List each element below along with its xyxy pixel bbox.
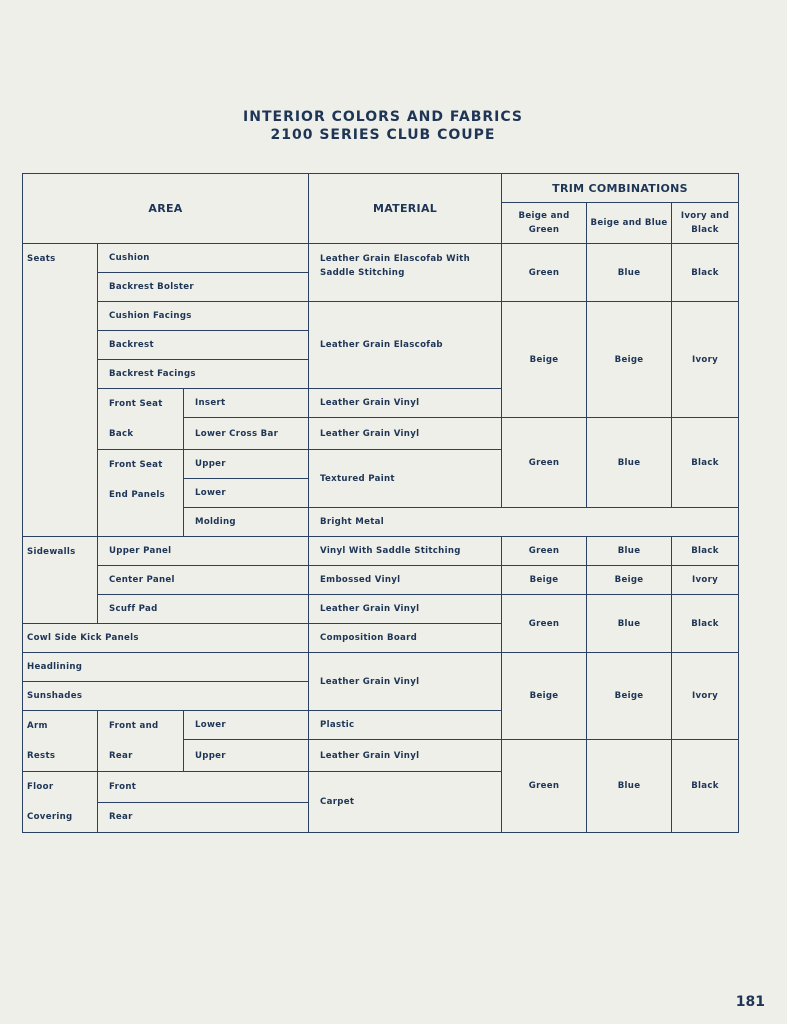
material-cell: Leather Grain Elascofab With Saddle Stitching — [309, 244, 502, 302]
area-cell: Center Panel — [98, 566, 309, 595]
area-cell: Upper Panel — [98, 537, 309, 566]
header-combo: Ivory and Black — [672, 203, 739, 244]
area-text: Rear — [109, 751, 133, 761]
material-cell: Bright Metal — [309, 508, 739, 537]
area-cell: Scuff Pad — [98, 595, 309, 624]
area-text: End Panels — [109, 490, 166, 500]
area-text: Rests — [27, 751, 56, 761]
page-title-line1: INTERIOR COLORS AND FABRICS — [243, 109, 523, 125]
trim-cell: Ivory — [672, 302, 739, 418]
trim-cell: Black — [672, 740, 739, 833]
trim-cell: Green — [502, 595, 587, 653]
area-cell: Upper — [184, 450, 309, 479]
area-cell: Insert — [184, 389, 309, 418]
trim-cell: Green — [502, 244, 587, 302]
area-text: Back — [109, 429, 134, 439]
header-combo: Beige and Blue — [587, 203, 672, 244]
trim-cell: Blue — [587, 537, 672, 566]
area-cell: Sunshades — [23, 682, 309, 711]
area-cell — [98, 389, 184, 450]
interior-colors-table — [22, 173, 739, 833]
area-cell — [23, 772, 98, 833]
area-cell: Cowl Side Kick Panels — [23, 624, 309, 653]
header-trim-combinations: TRIM COMBINATIONS — [502, 174, 739, 203]
trim-cell: Black — [672, 595, 739, 653]
area-cell — [98, 450, 184, 537]
area-cell: Molding — [184, 508, 309, 537]
material-cell: Textured Paint — [309, 450, 502, 508]
trim-cell: Beige — [502, 302, 587, 418]
material-cell: Leather Grain Vinyl — [309, 418, 502, 450]
area-cell — [23, 711, 98, 772]
trim-cell: Black — [672, 244, 739, 302]
area-text: Arm — [27, 721, 48, 731]
trim-cell: Ivory — [672, 653, 739, 740]
trim-cell: Beige — [587, 302, 672, 418]
area-cell: Headlining — [23, 653, 309, 682]
area-cell: Upper — [184, 740, 309, 772]
area-cell: Front — [98, 772, 309, 803]
material-cell: Leather Grain Elascofab — [309, 302, 502, 389]
material-cell: Composition Board — [309, 624, 502, 653]
trim-cell: Beige — [587, 653, 672, 740]
trim-cell: Beige — [502, 653, 587, 740]
area-text: Covering — [27, 812, 73, 822]
trim-cell: Blue — [587, 595, 672, 653]
trim-cell: Blue — [587, 418, 672, 508]
area-text: Front Seat — [109, 460, 163, 470]
material-cell: Leather Grain Vinyl — [309, 389, 502, 418]
header-combo: Beige and Green — [502, 203, 587, 244]
trim-cell: Beige — [502, 566, 587, 595]
area-cell: Cushion Facings — [98, 302, 309, 331]
page-number: 181 — [735, 994, 765, 1010]
trim-cell: Blue — [587, 244, 672, 302]
page-title-line2: 2100 SERIES CLUB COUPE — [270, 127, 496, 143]
trim-cell: Black — [672, 418, 739, 508]
trim-cell: Green — [502, 537, 587, 566]
material-cell: Carpet — [309, 772, 502, 833]
material-cell: Leather Grain Vinyl — [309, 653, 502, 711]
trim-cell: Beige — [587, 566, 672, 595]
material-cell: Vinyl With Saddle Stitching — [309, 537, 502, 566]
area-cell: Seats — [23, 244, 98, 537]
area-text: Front Seat — [109, 399, 163, 409]
material-cell: Leather Grain Vinyl — [309, 740, 502, 772]
material-cell: Plastic — [309, 711, 502, 740]
area-cell: Lower — [184, 479, 309, 508]
area-cell: Backrest — [98, 331, 309, 360]
area-cell: Rear — [98, 802, 309, 833]
trim-cell: Black — [672, 537, 739, 566]
header-area: AREA — [23, 174, 309, 244]
material-cell: Embossed Vinyl — [309, 566, 502, 595]
trim-cell: Green — [502, 418, 587, 508]
area-cell: Backrest Bolster — [98, 273, 309, 302]
trim-cell: Green — [502, 740, 587, 833]
area-text: Front and — [109, 721, 159, 731]
area-cell: Backrest Facings — [98, 360, 309, 389]
area-cell: Cushion — [98, 244, 309, 273]
material-cell: Leather Grain Vinyl — [309, 595, 502, 624]
header-material: MATERIAL — [309, 174, 502, 244]
trim-cell: Blue — [587, 740, 672, 833]
area-cell: Lower — [184, 711, 309, 740]
area-text: Floor — [27, 782, 54, 792]
area-cell — [98, 711, 184, 772]
area-cell: Lower Cross Bar — [184, 418, 309, 450]
area-cell: Sidewalls — [23, 537, 98, 624]
trim-cell: Ivory — [672, 566, 739, 595]
